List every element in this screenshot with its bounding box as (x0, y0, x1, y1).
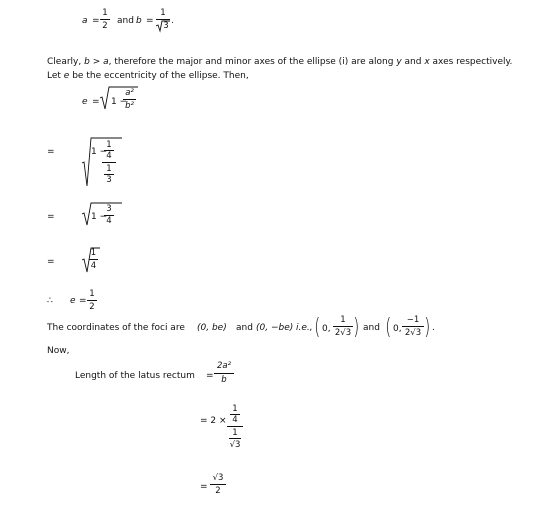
frac-num: 1 (232, 404, 238, 414)
text: Let (47, 71, 61, 81)
equals-sign: = (79, 296, 87, 306)
point-be: (0, be) (197, 323, 227, 333)
frac-bar (402, 326, 424, 327)
frac-den: 2√3 (404, 328, 422, 338)
frac-bar (89, 259, 98, 260)
frac-den: 3 (163, 21, 169, 31)
frac-num: a² (125, 88, 134, 98)
var-e: e (70, 296, 76, 306)
frac-num: 1 (160, 8, 166, 18)
gt-sign: > (89, 57, 104, 67)
paragraph-eccentricity (47, 71, 249, 82)
frac-num: 1 (232, 428, 238, 438)
equals-times: = 2 × (200, 416, 227, 426)
period: . (432, 323, 435, 333)
text: , therefore the major and minor axes of the ellipse (i) are along (108, 57, 394, 67)
paragraph-axes (47, 57, 512, 68)
main-frac-bar (227, 426, 243, 427)
frac-den: 4 (106, 151, 112, 161)
var-b: b (84, 57, 90, 67)
frac-num: 1 (102, 8, 108, 18)
text: Clearly, (47, 57, 82, 67)
frac-num: 2a² (216, 361, 232, 371)
var-x: x (424, 57, 430, 67)
equals-sign: = (200, 482, 208, 492)
text: and (236, 323, 253, 333)
frac-num: 3 (106, 204, 112, 214)
left-paren: ( (385, 315, 392, 340)
frac-den: 4 (232, 415, 238, 425)
frac-num: 1 (106, 140, 112, 150)
frac-den: b² (125, 101, 134, 111)
frac-den: 4 (106, 216, 112, 226)
var-y: y (396, 57, 402, 67)
text: axes respectively. (432, 57, 513, 67)
equals-sign: = (92, 97, 100, 107)
frac-bar (229, 438, 241, 439)
now-label: Now, (47, 346, 70, 356)
frac-den: √3 (229, 440, 241, 450)
frac-bar (100, 19, 110, 20)
period: . (171, 16, 174, 26)
var-b: b (136, 16, 142, 26)
frac-bar (214, 373, 234, 374)
text: and (404, 57, 422, 67)
text: 0, (393, 324, 402, 334)
var-a: a (103, 57, 109, 67)
var-a: a (82, 16, 88, 26)
frac-num: 1 (340, 315, 346, 325)
frac-den: 4 (90, 261, 97, 271)
var-e: e (82, 97, 88, 107)
one-minus: 1 − (91, 147, 108, 157)
text: be the eccentricity of the ellipse. Then, (72, 71, 249, 81)
equals-sign: = (206, 371, 214, 381)
therefore-icon: ∴ (47, 296, 53, 306)
main-frac-bar (102, 162, 116, 163)
frac-den: 2 (215, 486, 221, 496)
text: 0, (322, 324, 331, 334)
right-paren: ) (424, 315, 431, 340)
one-minus: 1 − (111, 97, 128, 107)
and-word: and (117, 16, 134, 26)
frac-num: 1 (89, 289, 95, 299)
text: The coordinates of the foci are (47, 323, 185, 333)
text: and (363, 323, 380, 333)
frac-bar (210, 484, 226, 485)
equals-sign: = (92, 16, 100, 26)
frac-bar (87, 300, 97, 301)
frac-den: 2√3 (334, 328, 352, 338)
frac-num: √3 (212, 473, 224, 483)
one-minus: 1 − (91, 212, 108, 222)
text-ie: i.e., (296, 323, 313, 333)
frac-den: 2 (89, 302, 95, 312)
frac-num: 1 (106, 164, 112, 174)
left-paren: ( (314, 315, 321, 340)
var-e: e (63, 71, 70, 81)
frac-den: b (221, 375, 227, 385)
equals-sign: = (146, 16, 154, 26)
equals-sign: = (47, 257, 55, 267)
frac-num: 1 (90, 248, 97, 258)
point-neg-be: (0, −be) (256, 323, 294, 333)
frac-num: −1 (406, 315, 420, 325)
frac-den: 2 (102, 21, 108, 31)
frac-bar (333, 326, 353, 327)
frac-bar (123, 99, 136, 100)
right-paren: ) (353, 315, 360, 340)
latus-label: Length of the latus rectum (75, 371, 195, 381)
equals-sign: = (47, 212, 55, 222)
frac-den: 3 (106, 175, 112, 185)
equals-sign: = (47, 147, 55, 157)
